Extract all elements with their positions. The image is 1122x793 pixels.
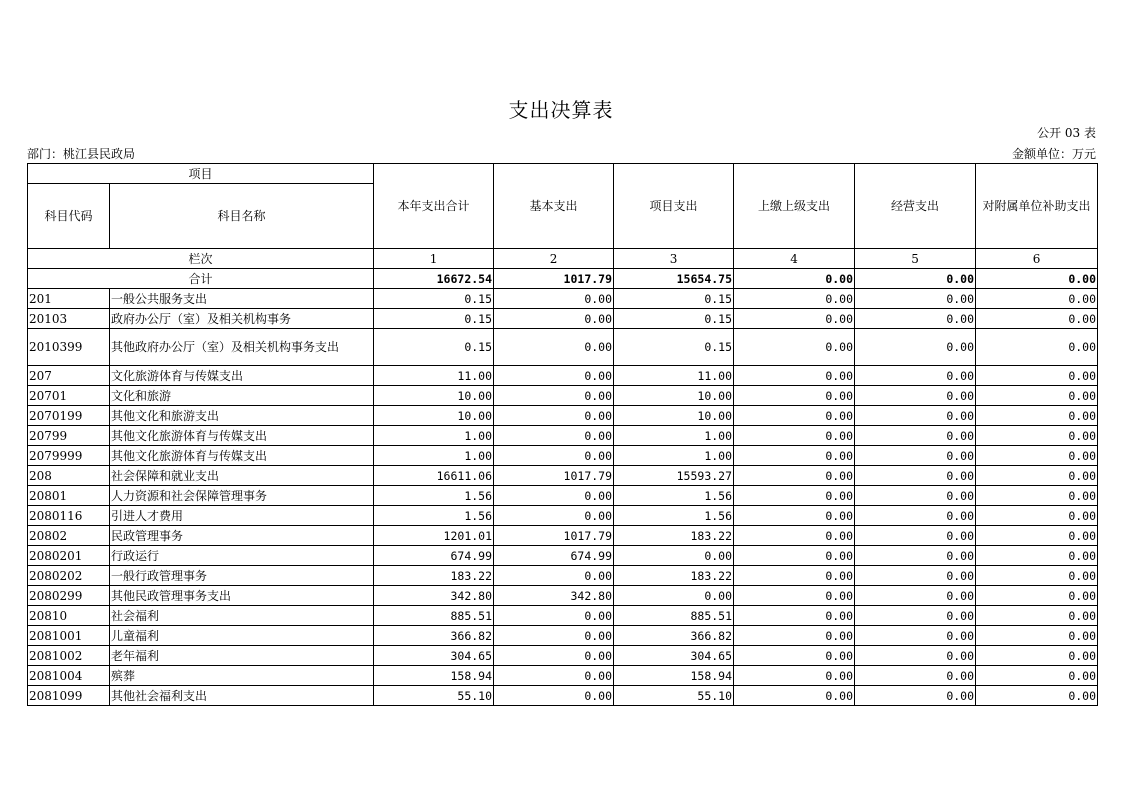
subject-name: 引进人才费用 — [110, 506, 374, 526]
amount-cell: 0.00 — [976, 526, 1098, 546]
subject-code: 2080202 — [28, 566, 110, 586]
total-value: 0.00 — [734, 269, 855, 289]
amount-cell: 0.00 — [734, 366, 855, 386]
header-name: 科目名称 — [110, 184, 374, 249]
subject-code: 2081004 — [28, 666, 110, 686]
subject-code: 20799 — [28, 426, 110, 446]
table-row — [28, 446, 1098, 466]
subject-name: 社会保障和就业支出 — [110, 466, 374, 486]
amount-cell: 0.00 — [494, 446, 614, 466]
subject-code: 2081002 — [28, 646, 110, 666]
amount-cell: 0.00 — [976, 686, 1098, 706]
amount-cell: 0.00 — [855, 526, 976, 546]
col-number: 1 — [374, 249, 494, 269]
table-row — [28, 309, 1098, 329]
header-code: 科目代码 — [28, 184, 110, 249]
table-row — [28, 386, 1098, 406]
table-row — [28, 646, 1098, 666]
amount-cell: 1.00 — [614, 426, 734, 446]
amount-cell: 0.00 — [494, 626, 614, 646]
total-value: 1017.79 — [494, 269, 614, 289]
amount-cell: 0.00 — [494, 309, 614, 329]
amount-cell: 0.00 — [976, 289, 1098, 309]
amount-cell: 0.00 — [855, 329, 976, 366]
amount-cell: 0.00 — [976, 506, 1098, 526]
subject-name: 老年福利 — [110, 646, 374, 666]
amount-cell: 0.00 — [855, 646, 976, 666]
table-row — [28, 406, 1098, 426]
page-title: 支出决算表 — [508, 98, 614, 122]
amount-cell: 0.00 — [976, 466, 1098, 486]
amount-cell: 366.82 — [614, 626, 734, 646]
subject-name: 儿童福利 — [110, 626, 374, 646]
subject-code: 208 — [28, 466, 110, 486]
total-label: 合计 — [28, 269, 374, 289]
amount-cell: 0.00 — [734, 466, 855, 486]
amount-cell: 0.00 — [976, 406, 1098, 426]
amount-cell: 10.00 — [374, 406, 494, 426]
subject-name: 文化和旅游 — [110, 386, 374, 406]
subject-code: 2010399 — [28, 329, 110, 366]
amount-cell: 0.00 — [855, 446, 976, 466]
amount-cell: 15593.27 — [614, 466, 734, 486]
amount-cell: 0.15 — [614, 289, 734, 309]
col-number: 3 — [614, 249, 734, 269]
header-col-2: 基本支出 — [494, 164, 614, 249]
amount-cell: 0.00 — [855, 546, 976, 566]
department-label: 部门：桃江县民政局 — [27, 147, 136, 161]
amount-cell: 1017.79 — [494, 526, 614, 546]
amount-cell: 1.56 — [614, 486, 734, 506]
table-row — [28, 686, 1098, 706]
amount-cell: 0.00 — [976, 446, 1098, 466]
amount-cell: 0.00 — [734, 486, 855, 506]
amount-cell: 10.00 — [614, 386, 734, 406]
col-number: 5 — [855, 249, 976, 269]
amount-cell: 674.99 — [374, 546, 494, 566]
amount-cell: 11.00 — [374, 366, 494, 386]
amount-cell: 0.00 — [976, 366, 1098, 386]
amount-cell: 0.00 — [855, 289, 976, 309]
amount-cell: 0.00 — [734, 586, 855, 606]
amount-cell: 1.00 — [374, 426, 494, 446]
subject-code: 20802 — [28, 526, 110, 546]
amount-cell: 0.00 — [494, 406, 614, 426]
subject-code: 2079999 — [28, 446, 110, 466]
amount-cell: 0.00 — [976, 386, 1098, 406]
form-number: 公开 03 表 — [1037, 126, 1096, 140]
amount-cell: 1017.79 — [494, 466, 614, 486]
header-col-1: 本年支出合计 — [374, 164, 494, 249]
amount-cell: 0.00 — [494, 686, 614, 706]
subject-name: 其他社会福利支出 — [110, 686, 374, 706]
amount-cell: 0.00 — [734, 406, 855, 426]
amount-cell: 1201.01 — [374, 526, 494, 546]
amount-cell: 0.00 — [494, 329, 614, 366]
table-row — [28, 606, 1098, 626]
subject-name: 文化旅游体育与传媒支出 — [110, 366, 374, 386]
subject-code: 2080201 — [28, 546, 110, 566]
expenditure-table — [27, 163, 1098, 706]
subject-code: 207 — [28, 366, 110, 386]
amount-cell: 885.51 — [374, 606, 494, 626]
subject-code: 20801 — [28, 486, 110, 506]
amount-cell: 0.00 — [734, 309, 855, 329]
amount-cell: 0.00 — [976, 586, 1098, 606]
amount-cell: 0.15 — [614, 329, 734, 366]
amount-cell: 366.82 — [374, 626, 494, 646]
amount-cell: 0.00 — [494, 289, 614, 309]
amount-cell: 0.00 — [855, 666, 976, 686]
subject-name: 行政运行 — [110, 546, 374, 566]
amount-cell: 0.00 — [734, 289, 855, 309]
total-value: 0.00 — [855, 269, 976, 289]
amount-cell: 10.00 — [374, 386, 494, 406]
amount-cell: 1.00 — [614, 446, 734, 466]
amount-cell: 183.22 — [614, 526, 734, 546]
amount-cell: 55.10 — [374, 686, 494, 706]
amount-cell: 0.00 — [855, 466, 976, 486]
table-row — [28, 626, 1098, 646]
amount-cell: 10.00 — [614, 406, 734, 426]
table-row — [28, 566, 1098, 586]
subject-name: 其他文化旅游体育与传媒支出 — [110, 446, 374, 466]
amount-cell: 0.00 — [494, 366, 614, 386]
amount-cell: 0.00 — [855, 406, 976, 426]
amount-cell: 158.94 — [614, 666, 734, 686]
amount-cell: 342.80 — [494, 586, 614, 606]
subject-code: 20810 — [28, 606, 110, 626]
amount-cell: 0.00 — [614, 586, 734, 606]
total-row — [28, 269, 1098, 289]
amount-cell: 55.10 — [614, 686, 734, 706]
amount-cell: 0.00 — [976, 486, 1098, 506]
subject-name: 政府办公厅（室）及相关机构事务 — [110, 309, 374, 329]
amount-cell: 674.99 — [494, 546, 614, 566]
amount-cell: 0.00 — [494, 566, 614, 586]
subject-name: 其他民政管理事务支出 — [110, 586, 374, 606]
amount-cell: 0.00 — [614, 546, 734, 566]
header-row-label: 栏次 — [28, 249, 374, 269]
amount-cell: 11.00 — [614, 366, 734, 386]
amount-cell: 0.00 — [976, 626, 1098, 646]
header-item: 项目 — [28, 164, 374, 184]
amount-cell: 16611.06 — [374, 466, 494, 486]
amount-cell: 0.00 — [734, 606, 855, 626]
amount-cell: 0.15 — [614, 309, 734, 329]
amount-cell: 0.15 — [374, 329, 494, 366]
subject-code: 2081099 — [28, 686, 110, 706]
amount-cell: 0.00 — [494, 666, 614, 686]
table-row — [28, 466, 1098, 486]
amount-cell: 0.00 — [855, 366, 976, 386]
amount-cell: 0.00 — [734, 426, 855, 446]
subject-code: 20103 — [28, 309, 110, 329]
amount-cell: 0.00 — [976, 426, 1098, 446]
amount-cell: 0.00 — [855, 566, 976, 586]
total-value: 16672.54 — [374, 269, 494, 289]
amount-cell: 0.00 — [855, 309, 976, 329]
amount-cell: 0.00 — [734, 329, 855, 366]
subject-code: 201 — [28, 289, 110, 309]
header-col-4: 上缴上级支出 — [734, 164, 855, 249]
amount-cell: 0.00 — [734, 386, 855, 406]
amount-cell: 0.00 — [855, 506, 976, 526]
amount-cell: 0.00 — [494, 386, 614, 406]
amount-cell: 0.00 — [734, 446, 855, 466]
amount-unit-label: 金额单位：万元 — [1011, 147, 1096, 161]
table-row — [28, 506, 1098, 526]
amount-cell: 0.00 — [734, 546, 855, 566]
amount-cell: 304.65 — [614, 646, 734, 666]
amount-cell: 0.00 — [494, 486, 614, 506]
amount-cell: 0.00 — [855, 426, 976, 446]
amount-cell: 0.00 — [734, 526, 855, 546]
amount-cell: 1.56 — [374, 486, 494, 506]
col-number: 2 — [494, 249, 614, 269]
col-number: 4 — [734, 249, 855, 269]
table-row — [28, 666, 1098, 686]
subject-name: 社会福利 — [110, 606, 374, 626]
amount-cell: 0.00 — [734, 506, 855, 526]
subject-code: 2081001 — [28, 626, 110, 646]
subject-code: 2080299 — [28, 586, 110, 606]
amount-cell: 0.00 — [976, 606, 1098, 626]
amount-cell: 1.00 — [374, 446, 494, 466]
amount-cell: 158.94 — [374, 666, 494, 686]
amount-cell: 0.00 — [734, 686, 855, 706]
amount-cell: 0.00 — [494, 426, 614, 446]
amount-cell: 0.00 — [976, 666, 1098, 686]
amount-cell: 0.00 — [855, 586, 976, 606]
total-value: 0.00 — [976, 269, 1098, 289]
amount-cell: 0.00 — [855, 686, 976, 706]
amount-cell: 1.56 — [374, 506, 494, 526]
subject-name: 其他文化旅游体育与传媒支出 — [110, 426, 374, 446]
amount-cell: 0.00 — [855, 606, 976, 626]
amount-cell: 0.00 — [855, 486, 976, 506]
amount-cell: 0.00 — [855, 626, 976, 646]
subject-name: 一般行政管理事务 — [110, 566, 374, 586]
amount-cell: 183.22 — [614, 566, 734, 586]
amount-cell: 0.00 — [734, 626, 855, 646]
amount-cell: 342.80 — [374, 586, 494, 606]
col-number: 6 — [976, 249, 1098, 269]
amount-cell: 0.00 — [976, 329, 1098, 366]
subject-name: 人力资源和社会保障管理事务 — [110, 486, 374, 506]
amount-cell: 0.00 — [976, 546, 1098, 566]
amount-cell: 304.65 — [374, 646, 494, 666]
table-row — [28, 546, 1098, 566]
subject-name: 其他文化和旅游支出 — [110, 406, 374, 426]
subject-name: 其他政府办公厅（室）及相关机构事务支出 — [110, 329, 374, 366]
amount-cell: 0.00 — [976, 566, 1098, 586]
table-row — [28, 526, 1098, 546]
amount-cell: 0.15 — [374, 309, 494, 329]
total-value: 15654.75 — [614, 269, 734, 289]
table-row — [28, 586, 1098, 606]
table-row — [28, 329, 1098, 366]
header-col-6: 对附属单位补助支出 — [976, 164, 1098, 249]
amount-cell: 0.00 — [734, 666, 855, 686]
amount-cell: 0.00 — [976, 309, 1098, 329]
header-col-3: 项目支出 — [614, 164, 734, 249]
subject-code: 2080116 — [28, 506, 110, 526]
subject-name: 一般公共服务支出 — [110, 289, 374, 309]
amount-cell: 183.22 — [374, 566, 494, 586]
amount-cell: 0.00 — [494, 646, 614, 666]
subject-code: 2070199 — [28, 406, 110, 426]
subject-name: 殡葬 — [110, 666, 374, 686]
amount-cell: 0.00 — [734, 646, 855, 666]
amount-cell: 0.00 — [734, 566, 855, 586]
table-row — [28, 289, 1098, 309]
amount-cell: 0.15 — [374, 289, 494, 309]
amount-cell: 0.00 — [494, 606, 614, 626]
amount-cell: 0.00 — [494, 506, 614, 526]
table-row — [28, 366, 1098, 386]
amount-cell: 1.56 — [614, 506, 734, 526]
amount-cell: 0.00 — [855, 386, 976, 406]
table-row — [28, 426, 1098, 446]
table-row — [28, 486, 1098, 506]
amount-cell: 0.00 — [976, 646, 1098, 666]
subject-name: 民政管理事务 — [110, 526, 374, 546]
subject-code: 20701 — [28, 386, 110, 406]
amount-cell: 885.51 — [614, 606, 734, 626]
header-col-5: 经营支出 — [855, 164, 976, 249]
